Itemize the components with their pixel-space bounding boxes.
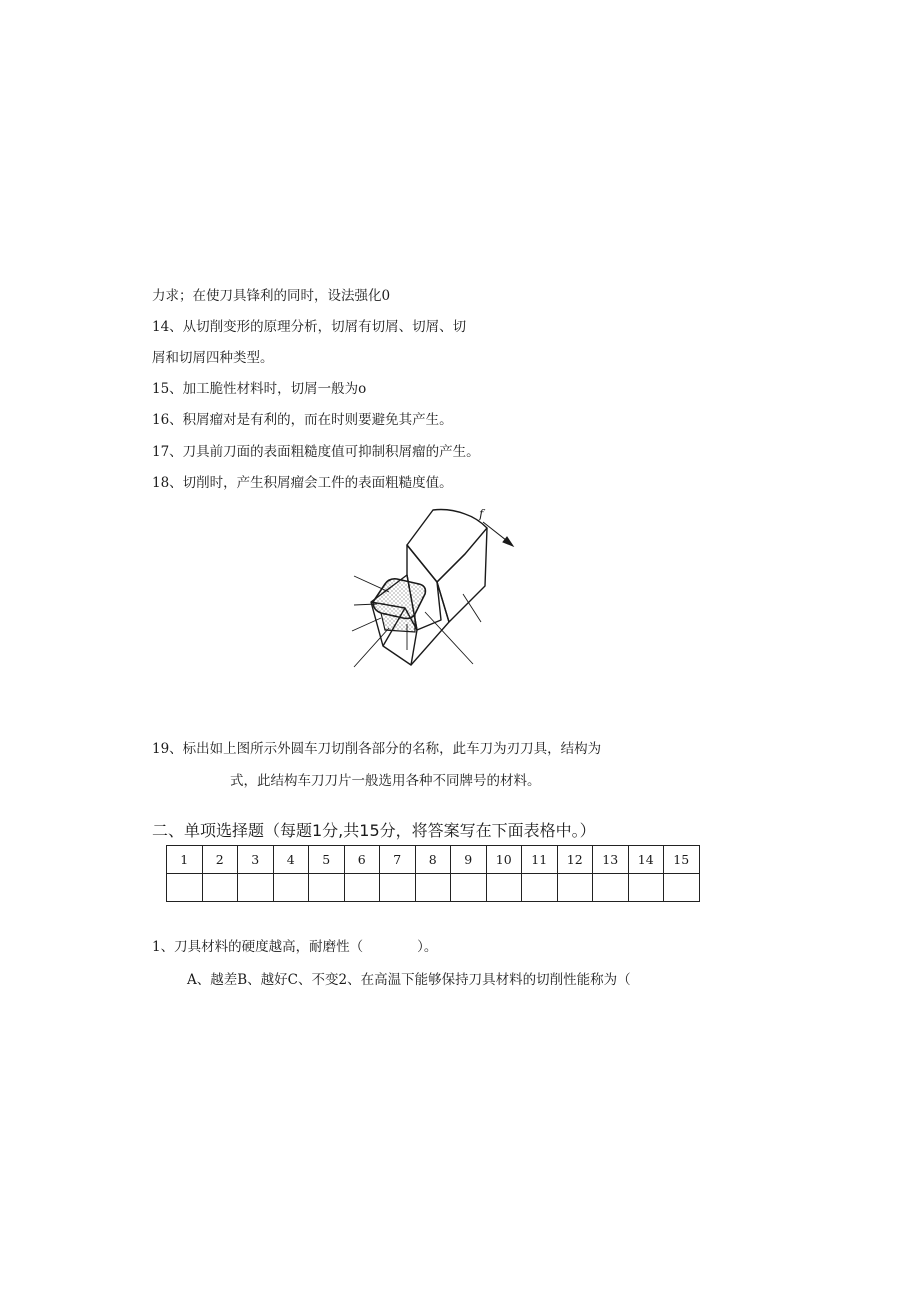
question-number-cell: 4: [273, 846, 309, 874]
answer-cell[interactable]: [344, 874, 380, 902]
answer-cell[interactable]: [273, 874, 309, 902]
question-number-cell: 13: [593, 846, 629, 874]
section-2-heading: 二、单项选择题（每题1分,共15分，将答案写在下面表格中。）: [152, 821, 596, 840]
question-number-cell: 2: [202, 846, 238, 874]
question-16: 16、积屑瘤对是有利的，而在时则要避免其产生。: [152, 412, 453, 428]
question-19-line-2: 式，此结构车刀刀片一般选用各种不同牌号的材料。: [230, 773, 541, 789]
answer-cell[interactable]: [486, 874, 522, 902]
answer-table-header-row: [167, 846, 700, 874]
answer-cell[interactable]: [380, 874, 416, 902]
leader-line-1: [354, 576, 389, 592]
choice-question-1: 1、刀具材料的硬度越高，耐磨性（ ）。: [152, 939, 438, 955]
question-number-cell: 8: [415, 846, 451, 874]
question-number-cell: 3: [238, 846, 274, 874]
carbide-insert: [373, 579, 425, 619]
question-14-line-2: 屑和切屑四种类型。: [152, 350, 274, 366]
answer-cell[interactable]: [628, 874, 664, 902]
answer-cell[interactable]: [664, 874, 700, 902]
question-number-cell: 7: [380, 846, 416, 874]
leader-line-4: [354, 628, 389, 667]
choice-options-and-question-2: A、越差B、越好C、不变2、在高温下能够保持刀具材料的切削性能称为（: [187, 972, 631, 988]
question-number-cell: 11: [522, 846, 558, 874]
answer-table-answer-row: [167, 874, 700, 902]
answer-cell[interactable]: [451, 874, 487, 902]
question-17: 17、刀具前刀面的表面粗糙度值可抑制积屑瘤的产生。: [152, 444, 480, 460]
question-number-cell: 14: [628, 846, 664, 874]
question-number-cell: 12: [557, 846, 593, 874]
question-number-cell: 6: [344, 846, 380, 874]
question-number-cell: 1: [167, 846, 203, 874]
answer-cell[interactable]: [522, 874, 558, 902]
answer-cell[interactable]: [238, 874, 274, 902]
answer-cell[interactable]: [593, 874, 629, 902]
answer-cell[interactable]: [167, 874, 203, 902]
answer-cell[interactable]: [415, 874, 451, 902]
feed-label: f: [479, 507, 484, 521]
question-number-cell: 5: [309, 846, 345, 874]
answer-cell[interactable]: [309, 874, 345, 902]
question-14-line-1: 14、从切削变形的原理分析，切屑有切屑、切屑、切: [152, 319, 467, 335]
question-number-cell: 15: [664, 846, 700, 874]
answer-cell[interactable]: [202, 874, 238, 902]
question-number-cell: 10: [486, 846, 522, 874]
question-13-continuation: 力求；在使刀具锋利的同时，设法强化0: [152, 288, 391, 304]
question-18: 18、切削时，产生积屑瘤会工件的表面粗糙度值。: [152, 475, 453, 491]
question-15: 15、加工脆性材料时，切屑一般为o: [152, 381, 367, 397]
question-19-line-1: 19、标出如上图所示外圆车刀切削各部分的名称，此车刀为刃刀具，结构为: [152, 741, 602, 757]
answer-table: [166, 845, 700, 902]
question-number-cell: 9: [451, 846, 487, 874]
answer-cell[interactable]: [557, 874, 593, 902]
turning-tool-figure: [345, 500, 525, 675]
